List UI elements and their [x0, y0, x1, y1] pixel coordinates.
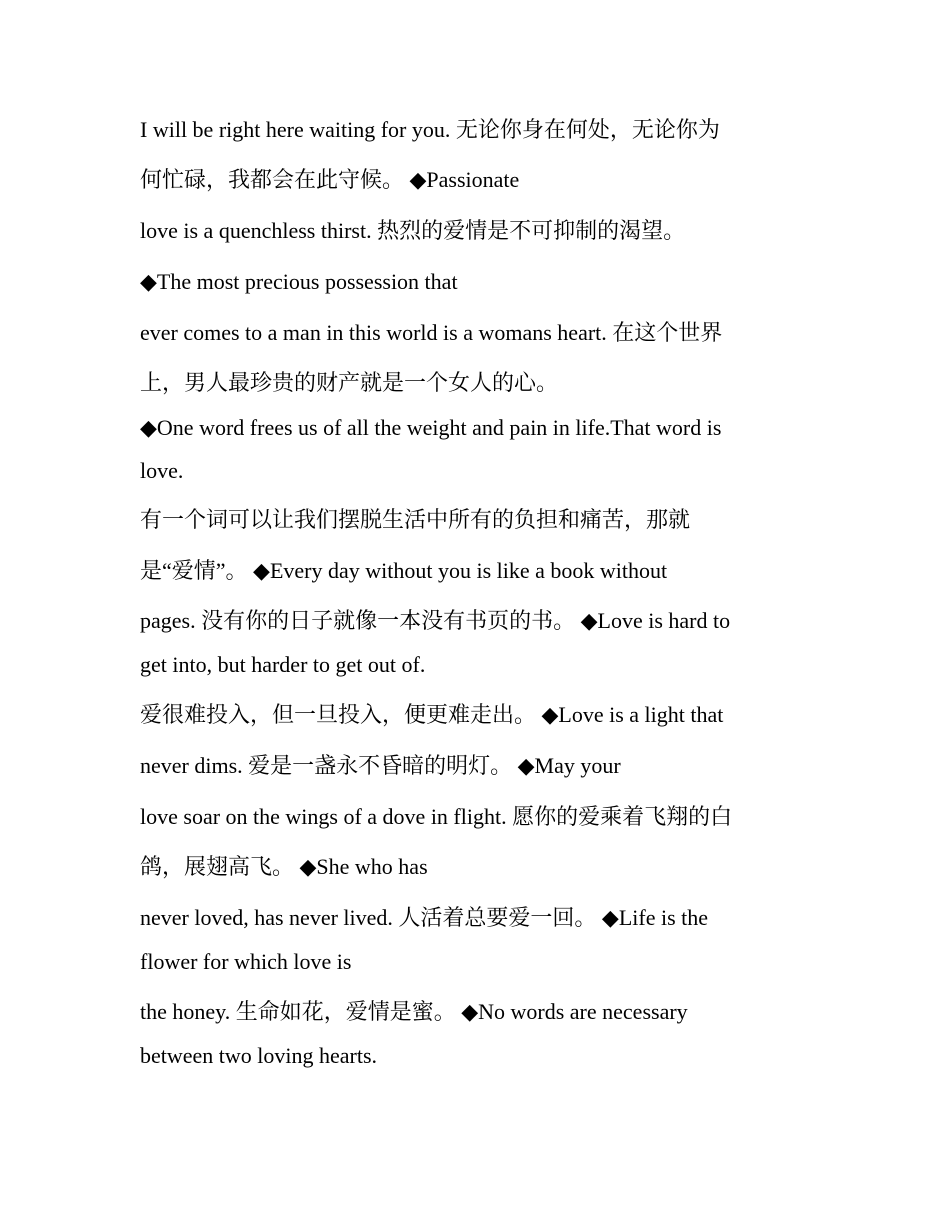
- text-line: between two loving hearts.: [140, 1043, 378, 1068]
- text-line: 何忙碌，我都会在此守候。 ◆Passionate: [140, 167, 520, 192]
- text-line: 是“爱情”。 ◆Every day without you is like a book without: [140, 558, 668, 583]
- text-line: never loved, has never lived. 人活着总要爱一回。 ◆Life is the: [140, 905, 709, 930]
- text-line: get into, but harder to get out of.: [140, 652, 426, 677]
- text-line: ◆One word frees us of all the weight and pain in life.That word is: [140, 415, 722, 440]
- text-line: ◆The most precious possession that: [140, 269, 458, 294]
- text-line: 爱很难投入，但一旦投入，便更难走出。 ◆Love is a light that: [140, 702, 724, 727]
- text-line: never dims. 爱是一盏永不昏暗的明灯。 ◆May your: [140, 753, 621, 778]
- text-line: I will be right here waiting for you. 无论你身在何处，无论你为: [140, 117, 720, 142]
- text-line: love is a quenchless thirst. 热烈的爱情是不可抑制的渴望。: [140, 218, 686, 243]
- text-line: 有一个词可以让我们摆脱生活中所有的负担和痛苦，那就: [140, 507, 691, 532]
- text-line: pages. 没有你的日子就像一本没有书页的书。 ◆Love is hard to: [140, 608, 731, 633]
- text-line: the honey. 生命如花，爱情是蜜。 ◆No words are necessary: [140, 999, 688, 1024]
- text-line: 鸽，展翅高飞。 ◆She who has: [140, 854, 428, 879]
- text-line: 上，男人最珍贵的财产就是一个女人的心。: [140, 370, 559, 395]
- text-line: ever comes to a man in this world is a womans heart. 在这个世界: [140, 320, 723, 345]
- text-line: flower for which love is: [140, 949, 352, 974]
- text-line: love.: [140, 458, 184, 483]
- text-line: love soar on the wings of a dove in flight. 愿你的爱乘着飞翔的白: [140, 804, 733, 829]
